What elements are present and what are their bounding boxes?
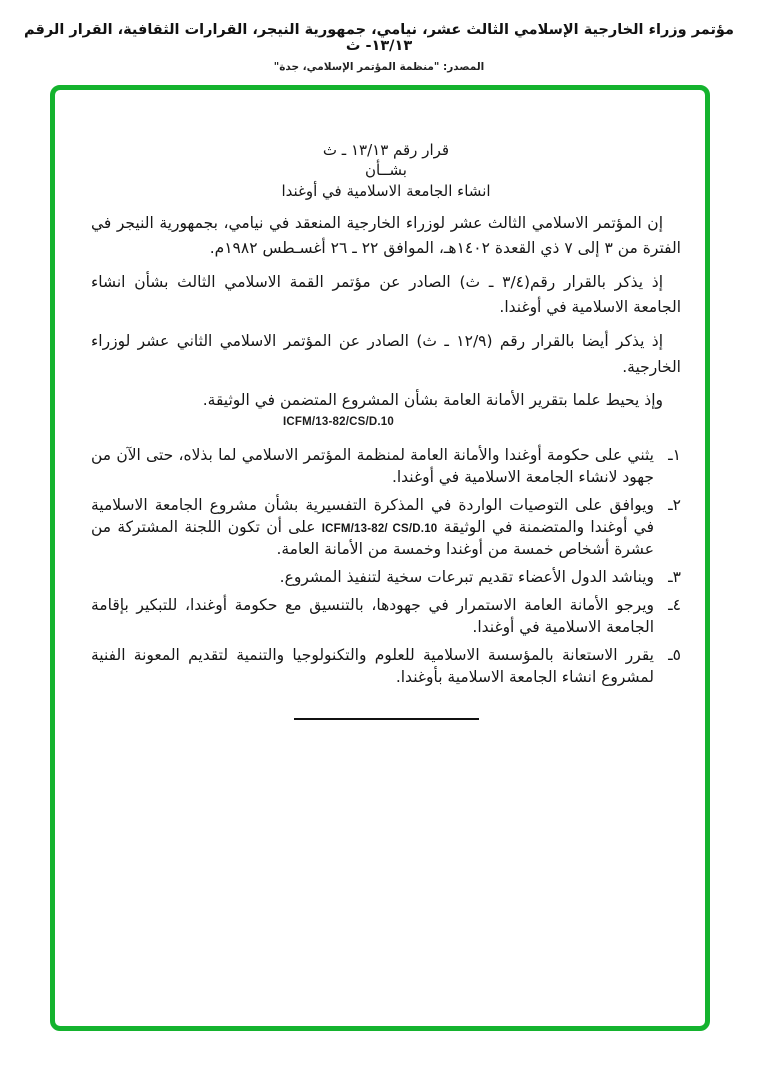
list-item-number: ١ـ	[668, 445, 681, 464]
list-item-text: يقرر الاستعانة بالمؤسسة الاسلامية للعلوم والتكنولوجيا والتنمية لتقديم المعونة الفنية لمشروع انشاء الجامعة الاسلامية بأوغندا.	[91, 645, 654, 686]
taking-note-paragraph: وإذ يحيط علما بتقرير الأمانة العامة بشأن المشروع المتضمن في الوثيقة.	[202, 391, 663, 410]
list-item-text-after: على أن تكون اللجنة المشتركة من عشرة أشخاص خمسة من أوغندا وخمسة من الأمانة العامة.	[91, 517, 654, 558]
list-item-number: ٥ـ	[668, 645, 681, 664]
resolution-subject-label: بشــأن	[365, 161, 407, 180]
list-item-number: ٤ـ	[668, 595, 681, 614]
list-item-text: يثني على حكومة أوغندا والأمانة العامة لمنظمة المؤتمر الاسلامي لما بذلاه، حتى الآن من جهود لانشاء الجامعة الاسلامية في أوغندا.	[91, 445, 654, 486]
document-header-title: مؤتمر وزراء الخارجية الإسلامي الثالث عشر، نيامي، جمهورية النيجر، القرارات الثقافية، القرار الرقم ١٣/١٣- ث	[24, 22, 734, 54]
resolution-title-block	[91, 140, 681, 201]
document-code: ICFM/13-82/CS/D.10	[283, 415, 394, 428]
resolution-number: قرار رقم ١٣/١٣ ـ ث	[322, 141, 450, 159]
preamble-paragraph: إن المؤتمر الاسلامي الثالث عشر لوزراء الخارجية المنعقد في نيامي، بجمهورية النيجر في الفترة من ٣ إلى ٧ ذي القعدة ١٤٠٢هـ، الموافق ٢٢ ـ ٢٦ أغسـطس ١٩٨٢م.	[91, 213, 681, 258]
list-item	[91, 594, 681, 638]
list-item-text: ويناشد الدول الأعضاء تقديم تبرعات سخية لتنفيذ المشروع.	[279, 567, 654, 586]
section-divider	[294, 718, 479, 721]
page-header	[0, 22, 758, 73]
recalling-icfm-paragraph: إذ يذكر أيضا بالقرار رقم (١٢/٩ ـ ث) الصادر عن المؤتمر الاسلامي الثاني عشر لوزراء الخارجية.	[91, 332, 681, 376]
resolution-subject: انشاء الجامعة الاسلامية في أوغندا	[281, 181, 491, 200]
operative-clauses-list	[91, 444, 681, 688]
document-source: المصدر: "منظمة المؤتمر الإسلامي، جدة"	[273, 61, 485, 73]
document-green-frame	[50, 85, 710, 1031]
inline-document-code: ICFM/13-82/ CS/D.10	[321, 522, 438, 535]
list-item-text	[91, 494, 654, 560]
recalling-summit-paragraph: إذ يذكر بالقرار رقم(٣/٤ ـ ث) الصادر عن مؤتمر القمة الاسلامي الثالث بشأن انشاء الجامعة الاسلامية في أوغندا.	[91, 272, 681, 317]
list-item-text-before: ويوافق على التوصيات الواردة في المذكرة التفسيرية بشأن مشروع الجامعة الاسلامية في أوغندا والمتضمنة في الوثيقة	[91, 495, 654, 536]
document-content	[55, 90, 705, 720]
list-item	[91, 494, 681, 560]
list-item	[91, 444, 681, 488]
list-item-number: ٢ـ	[668, 495, 681, 514]
list-item-number: ٣ـ	[668, 567, 681, 586]
list-item	[91, 566, 681, 588]
list-item	[91, 644, 681, 688]
list-item-text: ويرجو الأمانة العامة الاستمرار في جهودها، بالتنسيق مع حكومة أوغندا، للتبكير بإقامة الجامعة الاسلامية في أوغندا.	[91, 595, 654, 636]
